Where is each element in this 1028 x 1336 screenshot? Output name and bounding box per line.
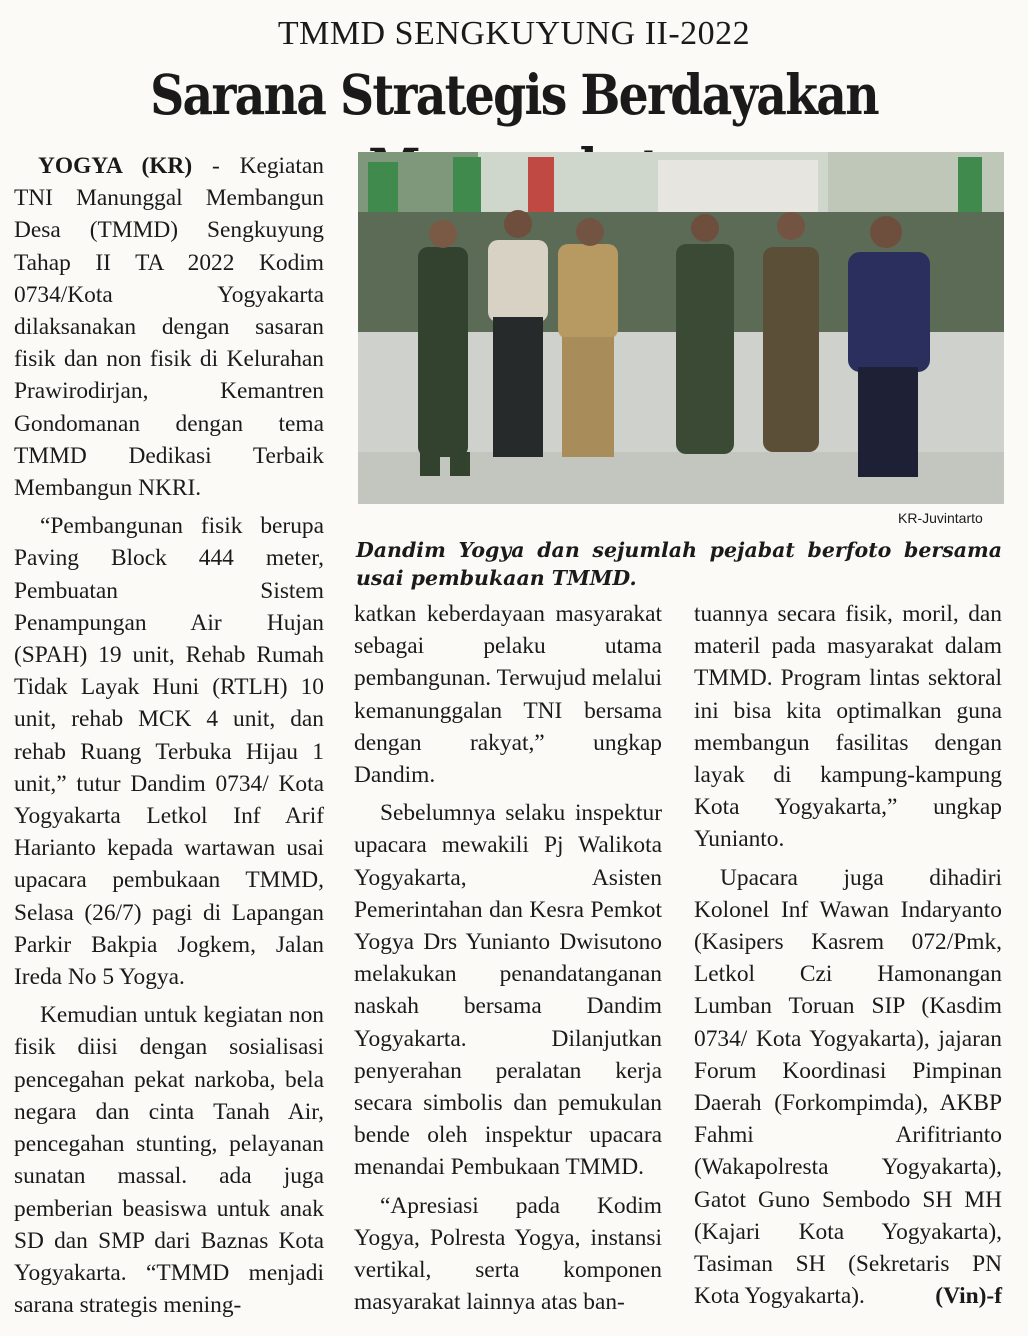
photo-caption: Dandim Yogya dan sejumlah pejabat berfoto bersama usai pembukaan TMMD. [356, 538, 1002, 590]
kicker: TMMD SENGKUYUNG II-2022 [277, 15, 751, 52]
paragraph [694, 862, 1002, 1313]
paragraph: katkan keberdayaan masyarakat sebagai pelaku utama pembangunan. Terwujud melalui kemanunggalan TNI bersama dengan rakyat,” ungkap Dandim. [354, 601, 662, 789]
news-photo [358, 152, 1004, 504]
dateline: YOGYA (KR) [38, 153, 193, 179]
paragraph: tuannya secara fisik, moril, dan materil pada masyarakat dalam TMMD. Program lintas sektoral ini bisa kita optimalkan guna membangun fasilitas dengan layak di kampung-kampung Kota Yogyakarta,” ungkap Yunianto. [694, 601, 1002, 853]
article-column-1 [14, 150, 324, 1321]
photo-credit: KR-Juvintarto [898, 510, 983, 526]
paragraph: Kemudian untuk kegiatan non fisik diisi dengan sosialisasi pencegahan pekat narkoba, bela negara dan cinta Tanah Air, pencegahan stunting, pelayanan sunatan massal. ada juga pemberian beasiswa untuk anak SD dan SMP dari Baznas Kota Yogyakarta. “TMMD menjadi sarana strategis mening- [14, 1002, 324, 1319]
lead-paragraph [14, 150, 324, 504]
article-column-3 [694, 598, 1002, 1312]
article-column-2 [354, 598, 662, 1318]
lead-text: - Kegiatan TNI Manunggal Membangun Desa (TMMD) Sengkuyung Tahap II TA 2022 Kodim 0734/Kota Yogyakarta dilaksanakan dengan sasaran fisik dan non fisik di Kelurahan Prawirodirjan, Kemantren Gondomanan dengan tema TMMD Dedikasi Terbaik Membangun NKRI. [14, 153, 324, 502]
paragraph: Sebelumnya selaku inspektur upacara mewakili Pj Walikota Yogyakarta, Asisten Pemerintahan dan Kesra Pemkot Yogya Drs Yunianto Dwisutono melakukan penandatanganan naskah bersama Dandim Yogyakarta. Dilanjutkan penyerahan peralatan kerja secara simbolis dan pemukulan bende oleh inspektur upacara menandai Pembukaan TMMD. [354, 800, 662, 1181]
signoff: (Vin)-f [935, 1283, 1002, 1310]
paragraph: “Apresiasi pada Kodim Yogya, Polresta Yogya, instansi vertikal, serta komponen masyarakat lainnya atas ban- [354, 1192, 662, 1316]
paragraph-text: Upacara juga dihadiri Kolonel Inf Wawan Indaryanto (Kasipers Kasrem 072/Pmk, Letkol Czi Hamonangan Lumban Toruan SIP (Kasdim 0734/ Kota Yogyakarta), jajaran Forum Koordinasi Pimpinan Daerah (Forkompimda), AKBP Fahmi Arifitrianto (Wakapolresta Yogyakarta), Gatot Guno Sembodo SH MH (Kajari Kota Yogyakarta), Tasiman SH (Sekretaris PN Kota Yogyakarta). [694, 864, 1002, 1310]
headline: Sarana Strategis Berdayakan [150, 62, 878, 127]
group-photo-illustration [358, 152, 1004, 504]
paragraph: “Pembangunan fisik berupa Paving Block 444 meter, Pembuatan Sistem Penampungan Air Hujan (SPAH) 19 unit, Rehab Rumah Tidak Layak Huni (RTLH) 10 unit, rehab MCK 4 unit, dan rehab Ruang Terbuka Hijau 1 unit,” tutur Dandim 0734/ Kota Yogyakarta Letkol Inf Arif Harianto kepada wartawan usai upacara pembukaan TMMD, Selasa (26/7) pagi di Lapangan Parkir Bakpia Jogkem, Jalan Ireda No 5 Yogya. [14, 513, 324, 991]
